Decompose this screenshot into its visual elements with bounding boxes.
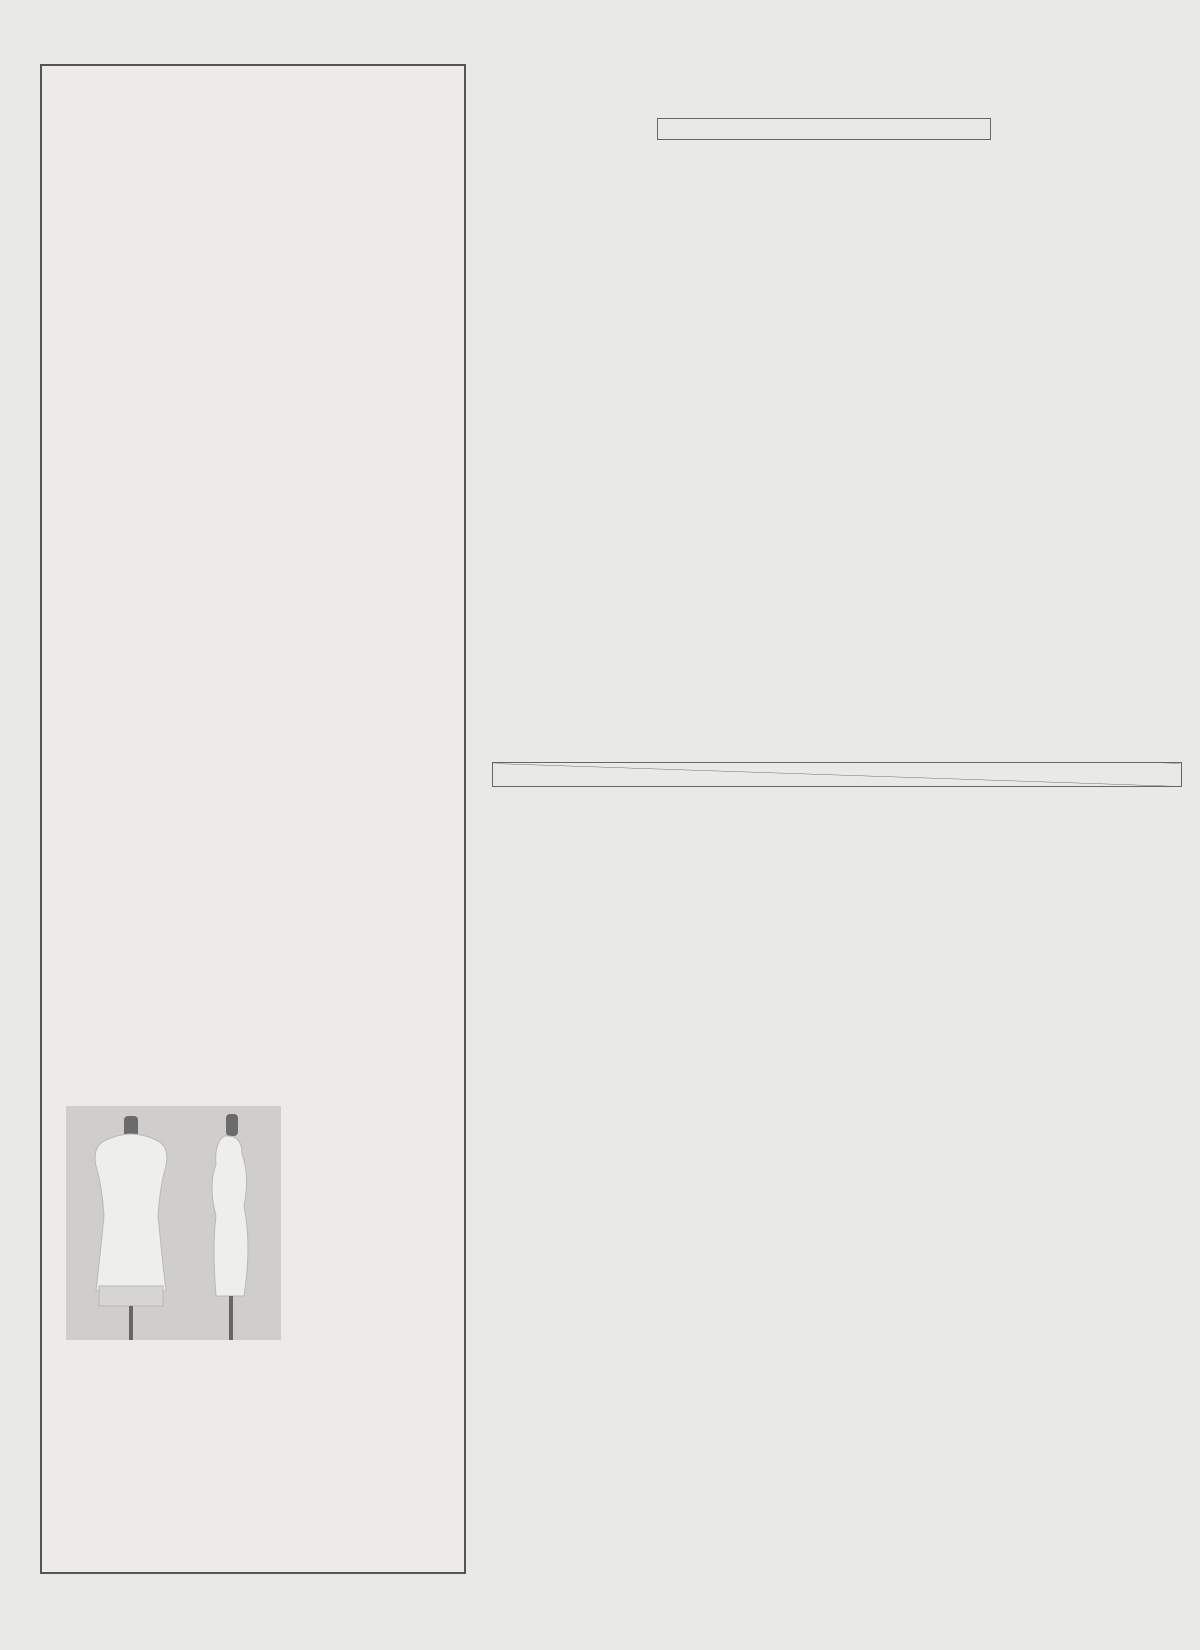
pattern-l-line xyxy=(60,1382,455,1400)
dart-table xyxy=(657,118,991,140)
dress-form-illustration xyxy=(66,1106,281,1340)
pattern-m-line xyxy=(60,1364,455,1382)
measurement-table-wrap xyxy=(492,762,1182,787)
nude-body-product xyxy=(60,998,455,1017)
pattern-product xyxy=(60,1364,455,1400)
mail-order-panel xyxy=(40,64,466,1574)
pattern-size-title xyxy=(192,1424,196,1437)
nude-body-product-line xyxy=(60,998,455,1017)
dart-table-wrap xyxy=(657,118,991,140)
dart-corner-cell xyxy=(658,119,991,140)
dress-form-photo xyxy=(66,1106,281,1340)
b-corner-cell xyxy=(493,763,1182,787)
measurement-table xyxy=(492,762,1182,787)
